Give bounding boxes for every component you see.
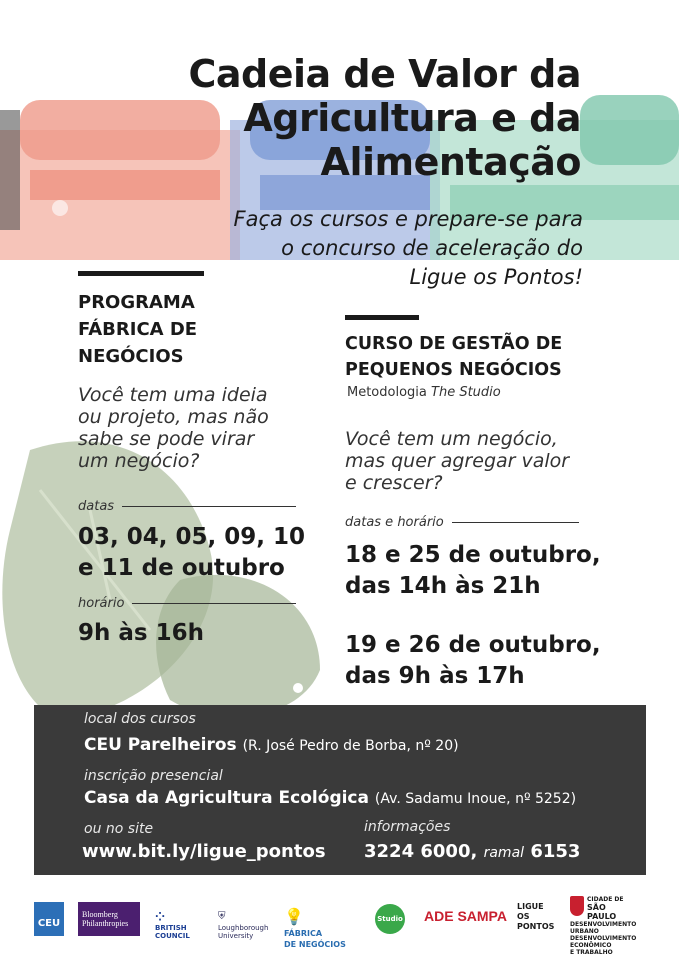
info-box	[34, 705, 646, 875]
session-line: 18 e 25 de outubro,	[345, 542, 601, 568]
logo-text: COUNCIL	[155, 932, 190, 940]
dates-line: e 11 de outubro	[78, 555, 285, 581]
logo-text: BRITISH	[155, 924, 187, 932]
page-title	[188, 52, 581, 184]
ramal-number: 6153	[530, 841, 581, 862]
logo-text: Loughborough	[218, 924, 269, 932]
phone-number: 3224 6000,	[364, 841, 478, 862]
heading-line: CURSO DE GESTÃO DE	[345, 334, 563, 354]
title-line: Cadeia de Valor da	[188, 52, 581, 96]
left-dates	[78, 522, 305, 584]
heading-line: FÁBRICA DE	[78, 319, 198, 340]
right-lead	[345, 428, 569, 494]
dots-icon: ⁘	[155, 910, 166, 924]
method-name: The Studio	[431, 385, 501, 400]
page-subtitle	[234, 205, 583, 292]
site-link[interactable]: www.bit.ly/ligue_pontos	[82, 841, 326, 862]
dates-hours-label	[345, 515, 579, 530]
lead-line: ou projeto, mas não	[78, 406, 269, 428]
heading-line: NEGÓCIOS	[78, 346, 184, 367]
session-line: das 14h às 21h	[345, 573, 541, 599]
logo-text: SÃO PAULO	[587, 903, 617, 921]
logo-text: OS	[517, 912, 530, 921]
city-crest-icon	[570, 896, 584, 916]
section-divider	[78, 271, 204, 276]
lead-line: Você tem um negócio,	[345, 428, 558, 450]
logo-text: URBANO	[570, 928, 599, 935]
logo-text: DE NEGÓCIOS	[284, 940, 346, 949]
ceu-logo: CEU	[34, 902, 64, 936]
lead-line: e crescer?	[345, 472, 443, 494]
logo-text: PONTOS	[517, 922, 555, 931]
loughborough-logo	[218, 910, 268, 940]
logo-text: University	[218, 932, 254, 940]
session-two	[345, 630, 601, 692]
bloomberg-logo	[78, 902, 140, 936]
logo-text: DESENVOLVIMENTO	[570, 935, 637, 942]
logo-text: E TRABALHO	[570, 949, 613, 956]
hours-value: 9h às 16h	[78, 620, 204, 646]
label-rule	[122, 506, 296, 507]
label-rule	[452, 522, 579, 523]
section-divider	[345, 315, 419, 320]
sao-paulo-city-logo	[570, 896, 636, 956]
registration-address: (Av. Sadamu Inoue, nº 5252)	[374, 791, 577, 807]
crest-icon: ⛨	[218, 911, 226, 922]
session-line: 19 e 26 de outubro,	[345, 632, 601, 658]
methodology-note	[347, 385, 501, 400]
logo-text: CIDADE DE	[587, 896, 624, 903]
session-one	[345, 540, 601, 602]
label-rule	[132, 603, 296, 604]
lead-line: um negócio?	[78, 450, 200, 472]
logo-text: ECONÔMICO	[570, 942, 612, 949]
local-name: CEU Parelheiros	[84, 735, 237, 755]
lead-line: mas quer agregar valor	[345, 450, 570, 472]
logo-text: Philanthropies	[82, 919, 129, 928]
dates-label	[78, 499, 296, 514]
registration-label: inscrição presencial	[84, 768, 223, 784]
logo-text: FÁBRICA	[284, 929, 323, 938]
ramal-label: ramal	[483, 845, 525, 861]
british-council-logo	[155, 910, 190, 940]
subtitle-line: o concurso de aceleração do	[281, 236, 583, 260]
registration-name: Casa da Agricultura Ecológica	[84, 788, 369, 808]
right-heading	[345, 331, 562, 383]
local-value	[84, 735, 459, 755]
subtitle-line: Faça os cursos e prepare-se para	[233, 207, 583, 231]
sponsor-logos	[0, 888, 679, 956]
phone-label: informações	[364, 819, 451, 835]
dates-line: 03, 04, 05, 09, 10	[78, 524, 306, 550]
dates-hours-label-text: datas e horário	[345, 515, 444, 530]
heading-line: PROGRAMA	[78, 292, 195, 313]
session-line: das 9h às 17h	[345, 663, 525, 689]
lead-line: sabe se pode virar	[78, 428, 255, 450]
ligue-os-pontos-logo	[517, 902, 554, 932]
title-line: Alimentação	[320, 140, 581, 184]
local-label: local dos cursos	[84, 711, 196, 727]
dates-label-text: datas	[78, 499, 115, 514]
hours-label-text: horário	[78, 596, 125, 611]
fabrica-negocios-logo	[284, 906, 346, 950]
site-label: ou no site	[84, 821, 154, 837]
the-studio-logo: Studio	[375, 904, 405, 934]
logo-text: Bloomberg	[82, 910, 118, 919]
lead-line: Você tem uma ideia	[78, 384, 268, 406]
hours-label	[78, 596, 296, 611]
method-prefix: Metodologia	[347, 385, 427, 400]
local-address: (R. José Pedro de Borba, nº 20)	[242, 738, 459, 754]
lightbulb-icon: 💡	[284, 907, 304, 926]
phone-value	[364, 841, 580, 862]
left-heading	[78, 289, 197, 370]
logo-text: DESENVOLVIMENTO	[570, 921, 637, 928]
registration-value	[84, 788, 576, 808]
adesampa-logo: ADE SAMPA	[424, 908, 507, 924]
left-hours	[78, 618, 204, 649]
subtitle-line: Ligue os Pontos!	[409, 265, 583, 289]
logo-text: LIGUE	[517, 902, 544, 911]
heading-line: PEQUENOS NEGÓCIOS	[345, 360, 562, 380]
title-line: Agricultura e da	[243, 96, 581, 140]
left-lead	[78, 384, 269, 472]
